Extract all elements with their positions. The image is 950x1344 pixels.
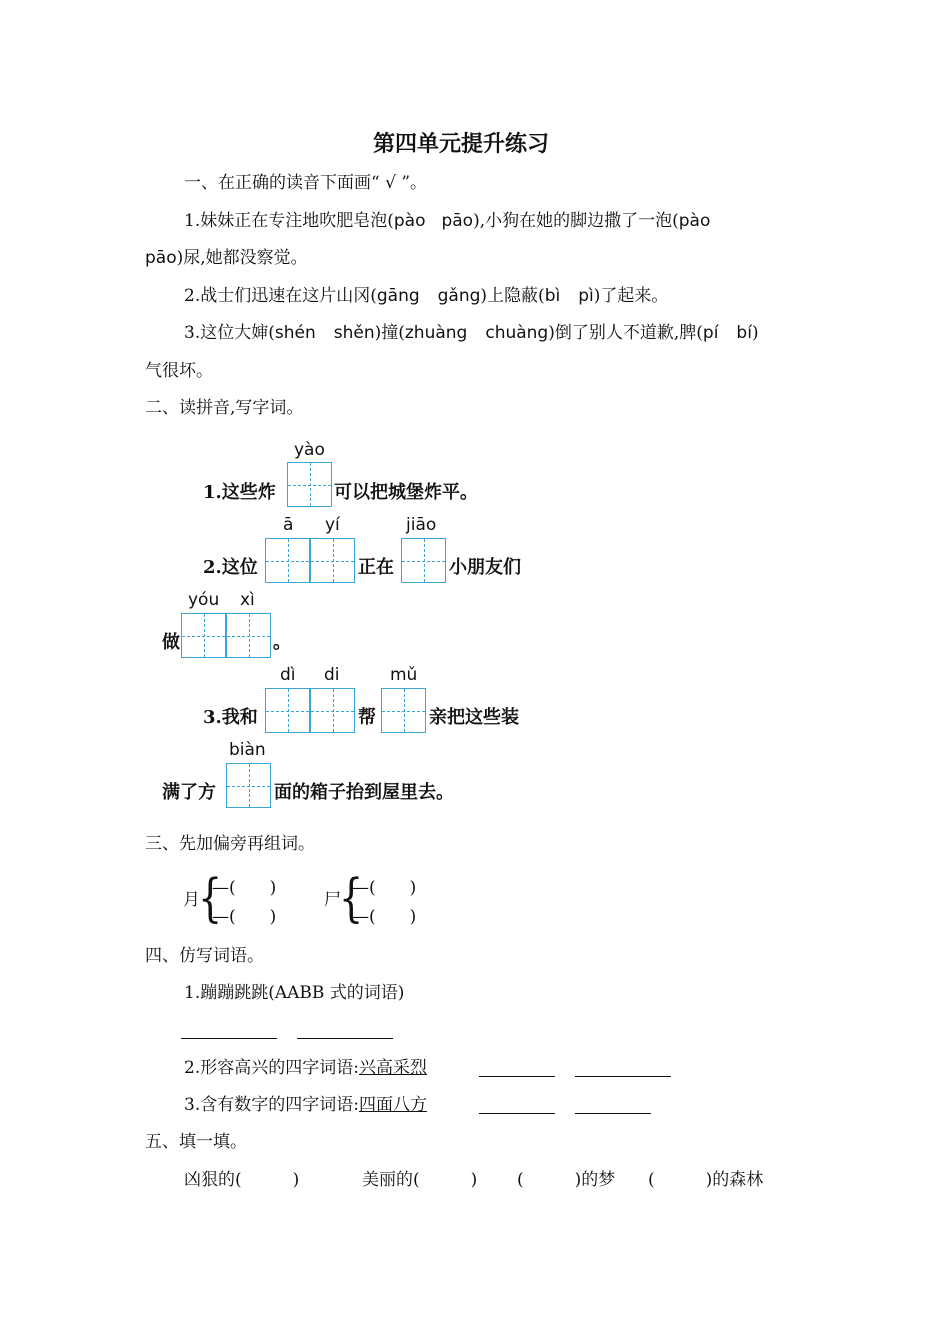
s1-q2-pinyin-2[interactable]: gǎng — [437, 286, 481, 306]
s1-q3-line1 — [184, 322, 759, 344]
s1-q1-line1 — [184, 210, 710, 232]
s1-q1-text-a: 1.妹妹正在专注地吹肥皂泡( — [184, 211, 394, 231]
s1-q1-pinyin-3[interactable]: pào — [678, 211, 711, 231]
s3-brace-1: { — [198, 868, 223, 928]
s2-i1-pinyin: yào — [294, 440, 325, 460]
s1-q3-text-b: )撞( — [374, 323, 405, 343]
s2-i1-box[interactable] — [287, 462, 332, 507]
s1-q3-pinyin-2[interactable]: shěn — [333, 323, 375, 343]
s2-i3-pinyin-4: biàn — [229, 740, 266, 760]
s1-q2-text-b: )上隐蔽( — [480, 286, 545, 306]
section-3-heading: 三、先加偏旁再组词。 — [145, 834, 315, 854]
s1-q3-pinyin-4[interactable]: chuàng — [485, 323, 549, 343]
s2-i2-text-e: 。 — [273, 632, 291, 653]
s2-i3-text-b: 帮 — [358, 707, 376, 728]
s2-i2-text-d: 做 — [162, 632, 180, 653]
s2-i2-box-3[interactable] — [401, 538, 446, 583]
s3-slot-2a[interactable]: —( ) — [352, 878, 417, 898]
s2-i3-pinyin-1: dì — [280, 665, 296, 685]
s2-i2-pinyin-3: jiāo — [406, 515, 437, 535]
s1-q3-pinyin-5[interactable]: pí — [702, 323, 719, 343]
s1-q2-pinyin-3[interactable]: bì — [544, 286, 561, 306]
s3-char-2: 尸 — [324, 890, 341, 910]
s2-i1-text-b: 可以把城堡炸平。 — [334, 482, 478, 503]
s4-q3-blank-2[interactable] — [575, 1113, 651, 1114]
s2-i2-box-2[interactable] — [310, 538, 355, 583]
s1-q1-text-b: ),小狗在她的脚边撒了一泡( — [473, 211, 679, 231]
s5-item-4[interactable]: ( )的森林 — [648, 1170, 764, 1190]
s1-q1-pinyin-2[interactable]: pāo — [441, 211, 474, 231]
s2-i3-text-c: 亲把这些装 — [429, 707, 519, 728]
s1-q2-text-a: 2.战士们迅速在这片山冈( — [184, 286, 377, 306]
s3-char-1: 月 — [183, 890, 200, 910]
s3-brace-2: { — [339, 868, 364, 928]
s2-i2-pinyin-2: yí — [325, 515, 340, 535]
s2-i3-box-1[interactable] — [265, 688, 310, 733]
s2-i3-box-3[interactable] — [381, 688, 426, 733]
s4-q1-blank-1[interactable] — [181, 1038, 277, 1039]
s1-q3-text-a: 3.这位大婶( — [184, 323, 275, 343]
s2-i2-box-4[interactable] — [181, 613, 226, 658]
section-4-heading: 四、仿写词语。 — [145, 946, 264, 966]
s1-q3-text-c: )倒了别人不道歉,脾( — [548, 323, 703, 343]
s2-i3-text-d: 满了方 — [162, 782, 216, 803]
page-title: 第四单元提升练习 — [373, 132, 550, 157]
s1-q1-pinyin-1[interactable]: pào — [393, 211, 426, 231]
s4-q1: 1.蹦蹦跳跳(AABB 式的词语) — [184, 983, 405, 1003]
s1-q3-text-d: ) — [751, 323, 759, 343]
s2-i2-text-c: 小朋友们 — [449, 557, 521, 578]
s2-i3-pinyin-2: di — [324, 665, 340, 685]
s4-q2 — [184, 1057, 427, 1079]
s2-i2-text-a: 2.这位 — [203, 557, 258, 578]
s1-q2 — [184, 285, 668, 307]
s2-i2-pinyin-1: ā — [283, 515, 294, 535]
s1-q1-line2 — [145, 247, 308, 269]
s2-i2-pinyin-5: xì — [240, 590, 255, 610]
s4-q2-blank-2[interactable] — [575, 1076, 671, 1077]
s2-i1-text-a: 1.这些炸 — [203, 482, 276, 503]
s1-q1-text-c: )尿,她都没察觉。 — [176, 248, 308, 268]
s2-i3-text-a: 3.我和 — [203, 707, 258, 728]
s4-q2-example: 兴高采烈 — [358, 1058, 427, 1078]
s1-q2-pinyin-1[interactable]: gāng — [376, 286, 420, 306]
s3-slot-1b[interactable]: —( ) — [212, 907, 277, 927]
s5-item-2[interactable]: 美丽的( ) — [362, 1170, 478, 1190]
s4-q2-label: 2.形容高兴的四字词语: — [184, 1058, 359, 1078]
s4-q3-blank-1[interactable] — [479, 1113, 555, 1114]
section-5-heading: 五、填一填。 — [145, 1132, 247, 1152]
s4-q3-label: 3.含有数字的四字词语: — [184, 1095, 359, 1115]
s5-item-1[interactable]: 凶狠的( ) — [184, 1170, 300, 1190]
s2-i2-box-1[interactable] — [265, 538, 310, 583]
s3-slot-2b[interactable]: —( ) — [352, 907, 417, 927]
s1-q3-line2: 气很坏。 — [145, 361, 213, 381]
s3-slot-1a[interactable]: —( ) — [212, 878, 277, 898]
s4-q3 — [184, 1094, 427, 1116]
s2-i2-box-5[interactable] — [226, 613, 271, 658]
s1-q3-pinyin-1[interactable]: shén — [274, 323, 316, 343]
section-1-heading: 一、在正确的读音下面画“ √ ”。 — [184, 173, 428, 193]
s4-q3-example: 四面八方 — [358, 1095, 427, 1115]
s1-q1-pinyin-4[interactable]: pāo — [145, 248, 177, 268]
s4-q1-blank-2[interactable] — [297, 1038, 393, 1039]
s2-i3-text-e: 面的箱子抬到屋里去。 — [274, 782, 454, 803]
s2-i3-box-4[interactable] — [226, 763, 271, 808]
s1-q3-pinyin-3[interactable]: zhuàng — [404, 323, 468, 343]
s1-q3-pinyin-6[interactable]: bí — [736, 323, 752, 343]
s1-q2-text-c: )了起来。 — [593, 286, 669, 306]
s4-q2-blank-1[interactable] — [479, 1076, 555, 1077]
s5-item-3[interactable]: ( )的梦 — [517, 1170, 616, 1190]
s2-i3-box-2[interactable] — [310, 688, 355, 733]
s1-q2-pinyin-4[interactable]: pì — [578, 286, 594, 306]
s2-i2-text-b: 正在 — [358, 557, 394, 578]
s2-i2-pinyin-4: yóu — [188, 590, 220, 610]
s2-i3-pinyin-3: mǔ — [390, 665, 418, 685]
section-2-heading: 二、读拼音,写字词。 — [145, 398, 304, 418]
